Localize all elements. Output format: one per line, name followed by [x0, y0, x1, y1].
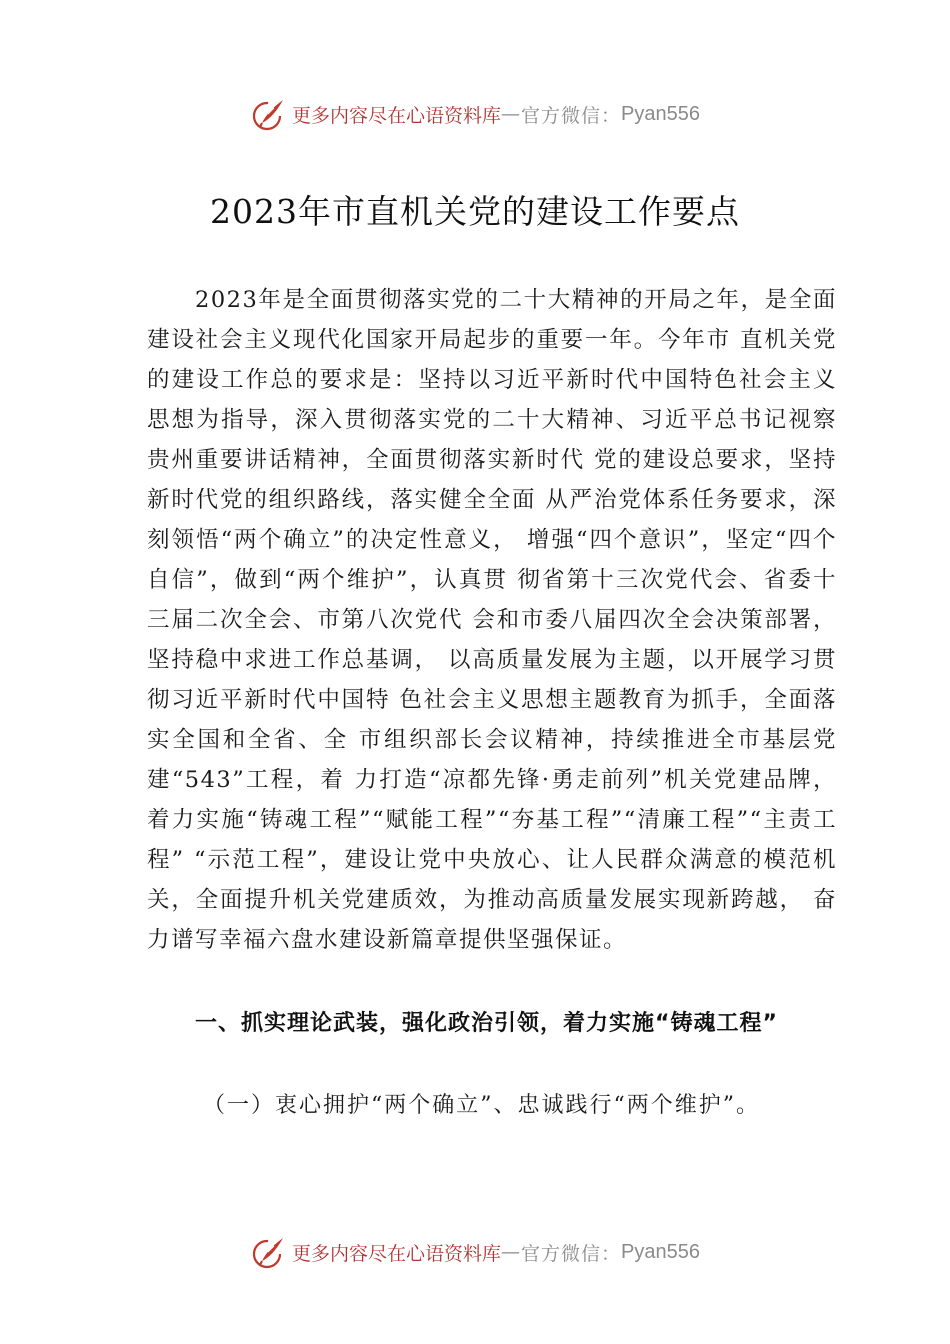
- watermark-separator: —: [501, 103, 522, 125]
- quill-pen-logo-icon: [250, 95, 288, 133]
- watermark-banner-top: [0, 92, 950, 136]
- subsection-heading: （一）衷心拥护“两个确立”、忠诚践行“两个维护”。: [203, 1093, 760, 1118]
- watermark-wechat-label: 官方微信：: [521, 1242, 622, 1265]
- watermark-brand-text: 更多内容尽在心语资料库: [292, 104, 502, 127]
- watermark-account: Pyan556: [621, 102, 700, 125]
- watermark-brand-text: 更多内容尽在心语资料库: [292, 1242, 502, 1265]
- watermark-separator: —: [501, 1241, 522, 1263]
- watermark-banner-bottom: [0, 1230, 950, 1274]
- document-body: [147, 280, 837, 960]
- watermark-wechat-label: 官方微信：: [521, 104, 622, 127]
- document-title: 2023年市直机关党的建设工作要点: [210, 192, 740, 231]
- section-heading: 一、抓实理论武装，强化政治引领，着力实施“铸魂工程”: [195, 1011, 778, 1036]
- intro-paragraph: 2023年是全面贯彻落实党的二十大精神的开局之年，是全面建设社会主义现代化国家开局起步的重要一年。今年市 直机关党的建设工作总的要求是：坚持以习近平新时代中国特色社会主义思想为指导，深入贯彻落实党的二十大精神、习近平总书记视察贵州重要讲话精神，全面贯彻落实新时代 党的建设总要求，坚持新时代党的组织路线，落实健全全面 从严治党体系任务要求，深刻领悟“两个确立”的决定性意义， 增强“四个意识”，坚定“四个自信”，做到“两个维护”，认真贯 彻省第十三次党代会、省委十三届二次全会、市第八次党代 会和市委八届四次全会决策部署，坚持稳中求进工作总基调， 以高质量发展为主题，以开展学习贯彻习近平新时代中国特 色社会主义思想主题教育为抓手，全面落实全国和全省、全 市组织部长会议精神，持续推进全市基层党建“543”工程，着 力打造“凉都先锋·勇走前列”机关党建品牌，着力实施“铸魂工程”“赋能工程”“夯基工程”“清廉工程”“主责工程” “示范工程”，建设让党中央放心、让人民群众满意的模范机 关，全面提升机关党建质效，为推动高质量发展实现新跨越， 奋力谱写幸福六盘水建设新篇章提供坚强保证。: [147, 287, 837, 953]
- quill-pen-logo-icon: [250, 1233, 288, 1271]
- watermark-account: Pyan556: [621, 1240, 700, 1263]
